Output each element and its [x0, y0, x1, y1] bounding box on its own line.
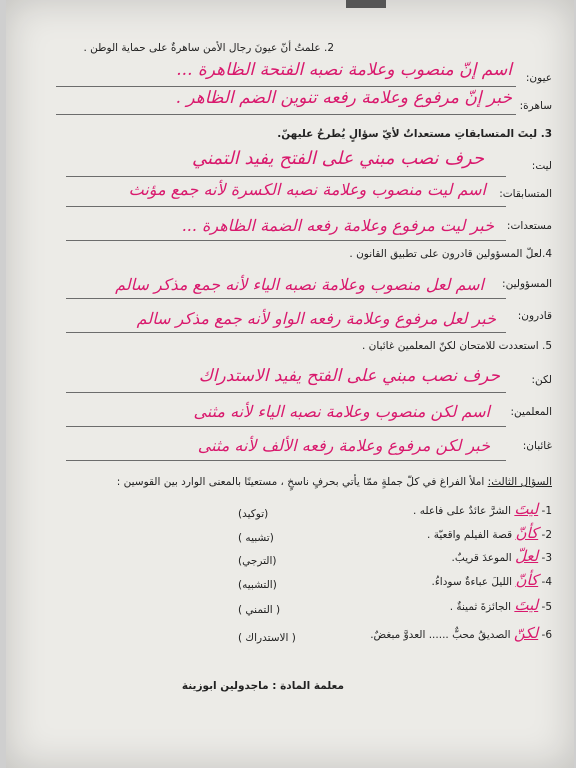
q4-answer-2: خبر لعل مرفوع وعلامة رفعه الواو لأنه جمع مذكر سالم — [136, 309, 496, 328]
q5-sentence: 5. استعددت للامتحان لكنّ المعلمين غائبان . — [362, 340, 552, 352]
fill-item — [452, 547, 552, 565]
section3-instruction: املأ الفراغ في كلّ جملةٍ ممّا يأتي بحرفٍ ناسخٍ ، مستعينًا بالمعنى الوارد بين القوسين : — [116, 476, 485, 488]
q3-answer-3: خبر ليت مرفوع وعلامة رفعه الضمة الظاهرة ... — [181, 216, 494, 235]
item-text: قصة الفيلم واقعيّة . — [427, 529, 513, 541]
item-text: الليلَ عباءةٌ سوداءُ. — [431, 576, 513, 588]
section3-title: السؤال الثالث: — [487, 476, 552, 488]
q5-answer-3: خبر لكن مرفوع وعلامة رفعه الألف لأنه مثنى — [197, 436, 490, 455]
q2-answer-2: خبر إنّ مرفوع وعلامة رفعه تنوين الضم الظاهر . — [175, 88, 512, 108]
item-number: 2- — [541, 529, 552, 541]
q3-sentence: 3. ليتَ المتسابقاتِ مستعداتٌ لأيّ سؤالٍ يُطرحُ عليهنّ. — [277, 128, 552, 140]
header-mark — [346, 0, 386, 8]
section3-header — [32, 476, 552, 488]
q3-answer-1: حرف نصب مبني على الفتح يفيد التمني — [192, 148, 484, 169]
answer-line — [66, 460, 506, 461]
q3-label-3: مستعدات: — [506, 220, 552, 232]
item-number: 5- — [541, 601, 552, 613]
q5-answer-2: اسم لكن منصوب وعلامة نصبه الياء لأنه مثنى — [193, 402, 490, 421]
item-meaning: ( التمني ) — [238, 604, 281, 616]
worksheet-page — [6, 0, 574, 768]
q4-label-2: قادرون: — [517, 310, 552, 322]
teacher-signature: معلمة المادة : ماجدولين ابوزينة — [181, 680, 344, 692]
answer-line — [66, 426, 506, 427]
fill-item — [432, 571, 552, 589]
answer-line — [66, 206, 506, 207]
q5-label-1: لكن: — [531, 374, 552, 386]
q4-label-1: المسؤولين: — [502, 278, 552, 290]
q5-label-2: المعلمين: — [510, 406, 552, 418]
item-text: الموعدَ قريبٌ. — [451, 552, 512, 564]
item-answer: ليتَ — [514, 596, 539, 614]
answer-line — [66, 392, 506, 393]
item-answer: ليتَ — [514, 500, 539, 518]
item-number: 6- — [541, 629, 552, 641]
item-answer: كأنّ — [515, 524, 539, 542]
item-meaning: (توكيد) — [238, 508, 269, 520]
answer-line — [56, 86, 516, 87]
item-meaning: (التشبيه) — [238, 579, 277, 591]
item-text: الصديقُ محبٌّ ...... العدوَّ مبغضٌ. — [370, 629, 511, 641]
item-text: الشرَّ عائدٌ على فاعله . — [413, 505, 511, 517]
q4-answer-1: اسم لعل منصوب وعلامة نصبه الياء لأنه جمع مذكر سالم — [115, 275, 484, 294]
item-text: الجائزةَ ثمينةٌ . — [449, 601, 511, 613]
item-number: 4- — [541, 576, 552, 588]
q3-label-1: ليت: — [531, 160, 552, 172]
item-answer: لكنّ — [513, 624, 539, 642]
fill-item — [413, 500, 552, 518]
item-meaning: (تشبيه ) — [238, 532, 274, 544]
q5-answer-1: حرف نصب مبني على الفتح يفيد الاستدراك — [198, 366, 500, 386]
item-meaning: ( الاستدراك ) — [238, 632, 296, 644]
answer-line — [56, 114, 516, 115]
fill-item — [450, 596, 552, 614]
q4-sentence: 4.لعلّ المسؤولين قادرون على تطبيق القانون . — [349, 248, 552, 260]
fill-item — [370, 624, 552, 642]
q5-label-3: غائبان: — [522, 440, 552, 452]
q2-label-2: ساهرة: — [519, 100, 552, 112]
item-number: 1- — [541, 505, 552, 517]
item-answer: لعلّ — [515, 547, 539, 565]
item-answer: كأنّ — [515, 571, 539, 589]
q3-answer-2: اسم ليت منصوب وعلامة نصبه الكسرة لأنه جمع مؤنث — [128, 180, 486, 199]
answer-line — [66, 240, 506, 241]
answer-line — [66, 298, 506, 299]
q2-sentence: 2. علمتُ أنّ عيونَ رجال الأمن ساهرةٌ على حماية الوطن . — [83, 42, 334, 54]
answer-line — [66, 332, 506, 333]
q2-answer-1: اسم إنّ منصوب وعلامة نصبه الفتحة الظاهرة ... — [176, 60, 512, 80]
item-meaning: (الترجي) — [238, 555, 277, 567]
fill-item — [427, 524, 552, 542]
item-number: 3- — [541, 552, 552, 564]
q3-label-2: المتسابقات: — [499, 188, 552, 200]
q2-label-1: عيون: — [525, 72, 552, 84]
answer-line — [66, 176, 506, 177]
